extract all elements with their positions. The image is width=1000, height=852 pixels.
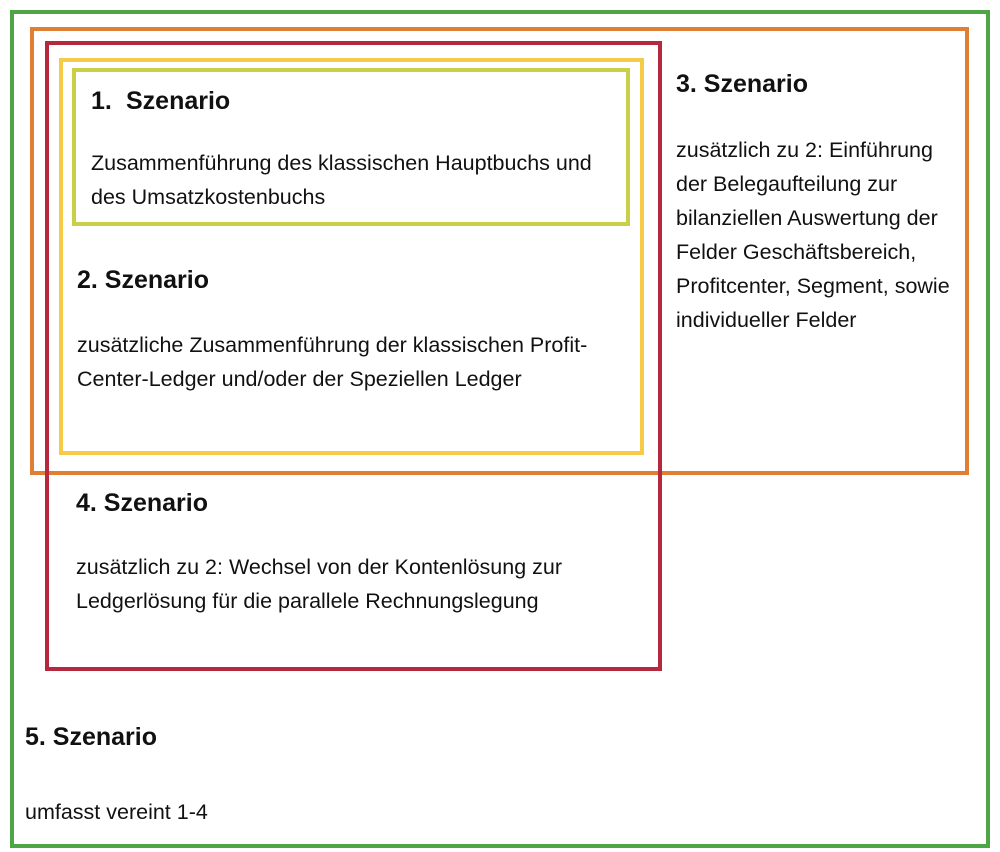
scenario-4-title: 4. Szenario (76, 489, 208, 517)
scenario-3-description: zusätzlich zu 2: Einführung der Belegaufteilung zur bilanziellen Auswertung der Felder Geschäftsbereich, Profitcenter, Segment, sowie individueller Felder (676, 138, 950, 332)
scenario-1-number: 1. (91, 87, 112, 115)
scenario-3-title: 3. Szenario (676, 70, 808, 98)
scenario-5-title: 5. Szenario (25, 723, 157, 751)
scenario-2-description: zusätzliche Zusammenführung der klassischen Profit-Center-Ledger und/oder der Speziellen Ledger (77, 333, 588, 391)
scenario-5-description: umfasst vereint 1-4 (25, 800, 208, 824)
scenario-2-title: 2. Szenario (77, 266, 209, 294)
scenario-1-description: Zusammenführung des klassischen Hauptbuchs und des Umsatzkostenbuchs (91, 151, 592, 209)
scenario-4-description: zusätzlich zu 2: Wechsel von der Kontenlösung zur Ledgerlösung für die parallele Rechnungslegung (76, 555, 563, 613)
scenario-1-label: Szenario (126, 87, 231, 115)
scenario-1-title (91, 86, 230, 116)
